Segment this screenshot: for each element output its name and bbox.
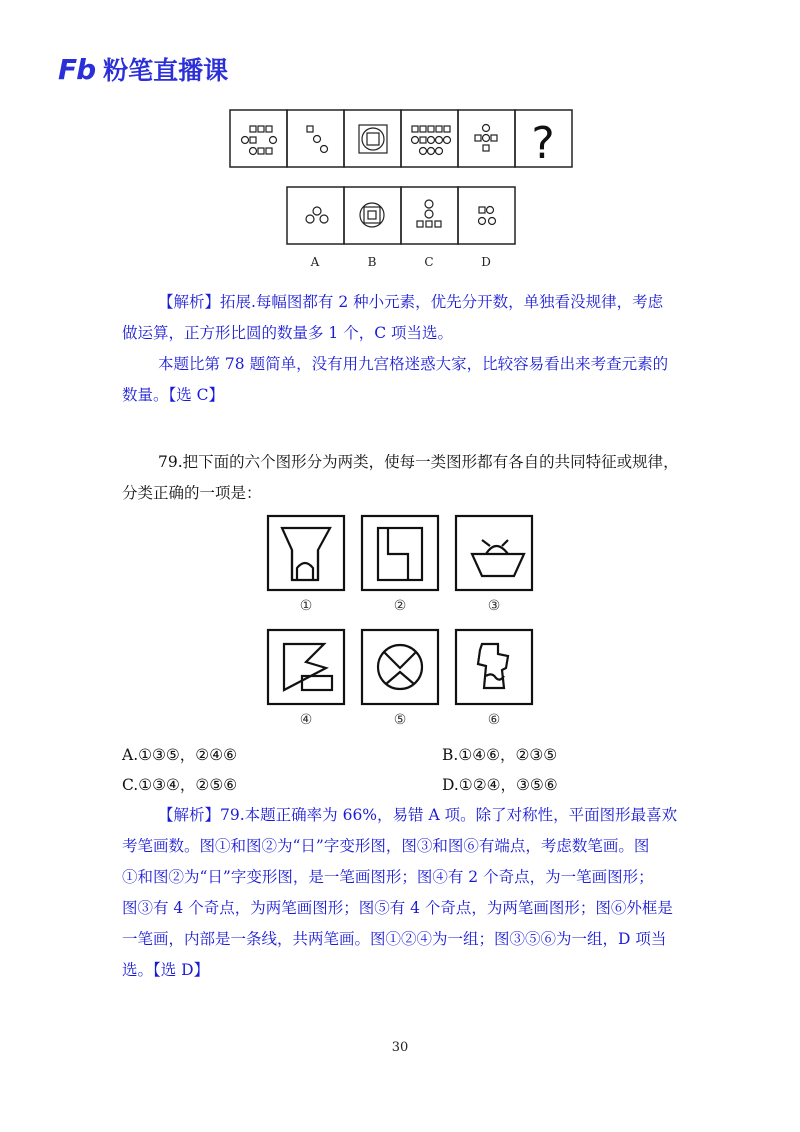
question79-figure [262,510,552,732]
analysis79-line1: 【解析】79.本题正确率为 66%，易错 A 项。除了对称性，平面图形最喜欢 [158,806,678,824]
brand-logo [58,52,228,86]
question79-line2: 分类正确的一项是： [122,484,262,502]
analysis78-line3: 本题比第 78 题简单，没有用九宫格迷惑大家，比较容易看出来考查元素的 [158,355,669,373]
figure-label-5: ⑤ [393,712,407,728]
figure-label-2: ② [393,598,407,614]
analysis79-line4: 图③有 4 个奇点，为两笔画图形；图⑤有 4 个奇点，为两笔画图形；图⑥外框是 [122,899,673,917]
analysis78-line1: 【解析】拓展.每幅图都有 2 种小元素，优先分开数，单独看没规律，考虑 [158,293,664,311]
question-mark: ? [531,118,555,169]
analysis78-line2: 做运算，正方形比圆的数量多 1 个，C 项当选。 [122,324,454,342]
option-a-label: A [310,255,320,269]
brand-name: 粉笔直播课 [103,56,229,85]
analysis78-line4: 数量。【选 C】 [122,386,225,404]
analysis79 [122,800,698,986]
option-c: C.①③④，②⑤⑥ [122,776,238,794]
analysis79-line2: 考笔画数。图①和图②为“日”字变形图，图③和图⑥有端点，考虑数笔画。图 [122,837,650,855]
option-d-label: D [481,255,491,269]
question78-figure [228,108,576,278]
analysis79-line3: ①和图②为“日”字变形图，是一笔画图形；图④有 2 个奇点，为一笔画图形； [122,868,654,886]
page-number: 30 [391,1040,409,1055]
option-c-label: C [424,255,434,269]
question79-line1: 79.把下面的六个图形分为两类，使每一类图形都有各自的共同特征或规律， [158,453,679,471]
analysis79-line5: 一笔画，内部是一条线，共两笔画。图①②④为一组；图③⑤⑥为一组，D 项当 [122,930,667,948]
figure-label-6: ⑥ [487,712,501,728]
option-b-label: B [367,255,377,269]
logo-mark: Fb [58,52,96,86]
analysis78 [122,287,698,411]
analysis79-line6: 选。【选 D】 [122,961,210,979]
option-b: B.①④⑥，②③⑤ [442,746,558,764]
figure-label-1: ① [299,598,313,614]
option-a: A.①③⑤，②④⑥ [122,746,237,764]
figure-label-4: ④ [299,712,313,728]
figure-label-3: ③ [487,598,501,614]
option-d: D.①②④，③⑤⑥ [442,776,558,794]
question79-text [122,447,698,509]
